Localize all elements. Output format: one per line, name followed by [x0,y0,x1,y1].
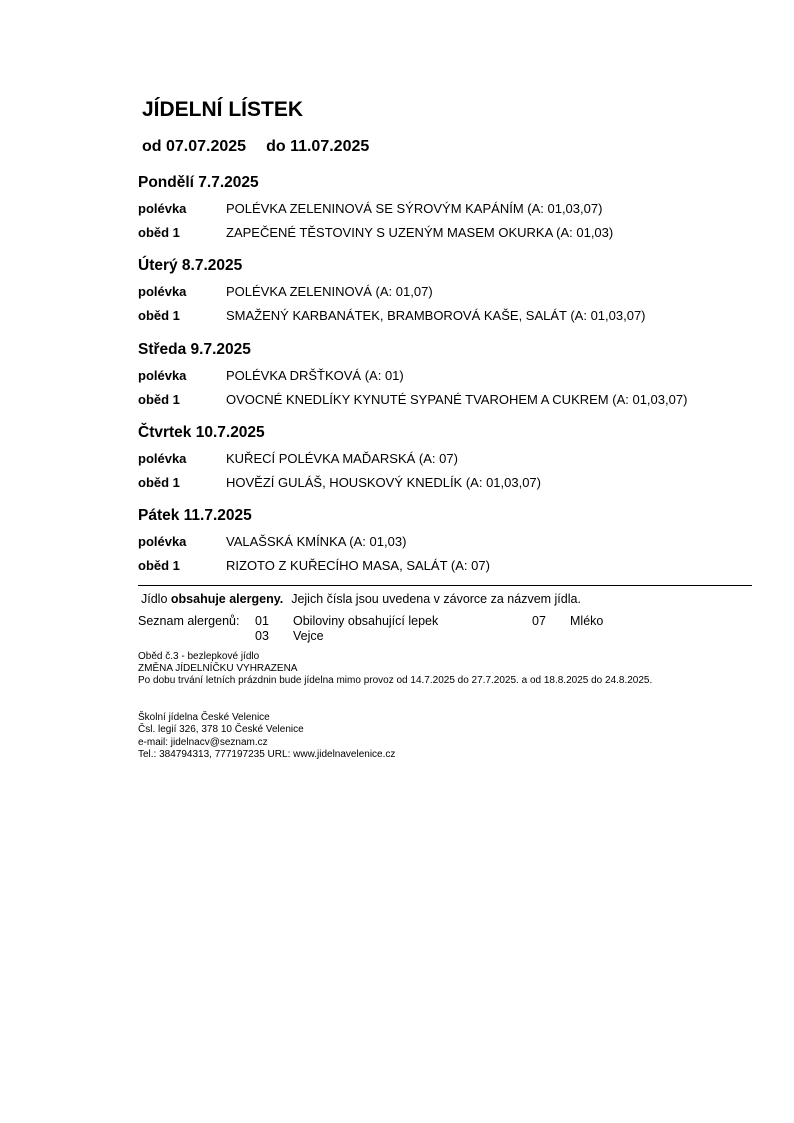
meal-row [138,197,758,221]
contact-email: e-mail: jidelnacv@seznam.cz [138,737,268,748]
meal-text: KUŘECÍ POLÉVKA MAĎARSKÁ (A: 07) [226,451,458,466]
meal-row [138,304,758,328]
meal-label: polévka [138,284,187,299]
meal-text: SMAŽENÝ KARBANÁTEK, BRAMBOROVÁ KAŠE, SALÁT (A: 01,03,07) [226,308,646,323]
meal-text: POLÉVKA ZELENINOVÁ SE SÝROVÝM KAPÁNÍM (A: 01,03,07) [226,201,603,216]
day-title: Středa 9.7.2025 [138,341,251,358]
allergen-code: 01 [255,614,269,628]
allergen-name: Obiloviny obsahující lepek [293,614,439,628]
meal-label: oběd 1 [138,558,180,573]
day-title: Pondělí 7.7.2025 [138,174,259,191]
meal-label: polévka [138,368,187,383]
meal-label: oběd 1 [138,225,180,240]
allergen-list-label: Seznam alergenů: [138,614,240,628]
allergen-note [141,592,581,606]
meal-label: polévka [138,534,187,549]
contact-address: Čsl. legií 326, 378 10 České Velenice [138,724,304,735]
meal-row [138,471,758,495]
allergen-code: 03 [255,629,269,643]
meal-row [138,221,758,245]
meal-label: oběd 1 [138,308,180,323]
meal-row [138,280,758,304]
date-to: do 11.07.2025 [266,138,370,155]
meal-label: oběd 1 [138,475,180,490]
meal-label: polévka [138,451,187,466]
allergen-note-prefix: Jídlo [141,592,171,606]
meal-row [138,554,758,578]
meal-text: POLÉVKA ZELENINOVÁ (A: 01,07) [226,284,433,299]
date-from: od 07.07.2025 [142,138,247,155]
date-range [142,138,369,156]
meal-row [138,447,758,471]
allergen-note-bold: obsahuje alergeny. [170,592,284,606]
meal-text: VALAŠSKÁ KMÍNKA (A: 01,03) [226,534,407,549]
page-title: JÍDELNÍ LÍSTEK [142,98,304,121]
meal-label: oběd 1 [138,392,180,407]
day-tuesday [138,256,758,328]
meal-text: HOVĚZÍ GULÁŠ, HOUSKOVÝ KNEDLÍK (A: 01,03,07) [226,475,541,490]
day-wednesday [138,340,758,412]
meal-text: ZAPEČENÉ TĚSTOVINY S UZENÝM MASEM OKURKA (A: 01,03) [226,225,614,240]
day-monday [138,173,758,245]
meal-text: POLÉVKA DRŠŤKOVÁ (A: 01) [226,368,404,383]
note-menu-change: ZMĚNA JÍDELNÍČKU VYHRAZENA [138,663,298,674]
meal-label: polévka [138,201,187,216]
note-gluten-free: Oběd č.3 - bezlepkové jídlo [138,651,260,662]
note-holiday: Po dobu trvání letních prázdnin bude jídelna mimo provoz od 14.7.2025 do 27.7.2025. a od 18.8.2025 do 24.8.2025. [138,675,653,686]
day-thursday [138,423,758,495]
allergen-code: 07 [532,614,546,628]
allergen-note-rest: Jejich čísla jsou uvedena v závorce za názvem jídla. [291,592,581,606]
meal-row [138,364,758,388]
allergen-name: Vejce [293,629,324,643]
meal-text: RIZOTO Z KUŘECÍHO MASA, SALÁT (A: 07) [226,558,490,573]
meal-text: OVOCNÉ KNEDLÍKY KYNUTÉ SYPANÉ TVAROHEM A CUKREM (A: 01,03,07) [226,392,688,407]
separator-line [138,585,752,586]
day-title: Pátek 11.7.2025 [138,507,252,524]
contact-phone-url: Tel.: 384794313, 777197235 URL: www.jidelnavelenice.cz [138,749,396,760]
meal-row [138,530,758,554]
meal-row [138,388,758,412]
day-friday [138,506,758,578]
contact-name: Školní jídelna České Velenice [138,712,270,723]
allergen-name: Mléko [570,614,604,628]
day-title: Úterý 8.7.2025 [138,257,243,274]
day-title: Čtvrtek 10.7.2025 [138,424,265,441]
